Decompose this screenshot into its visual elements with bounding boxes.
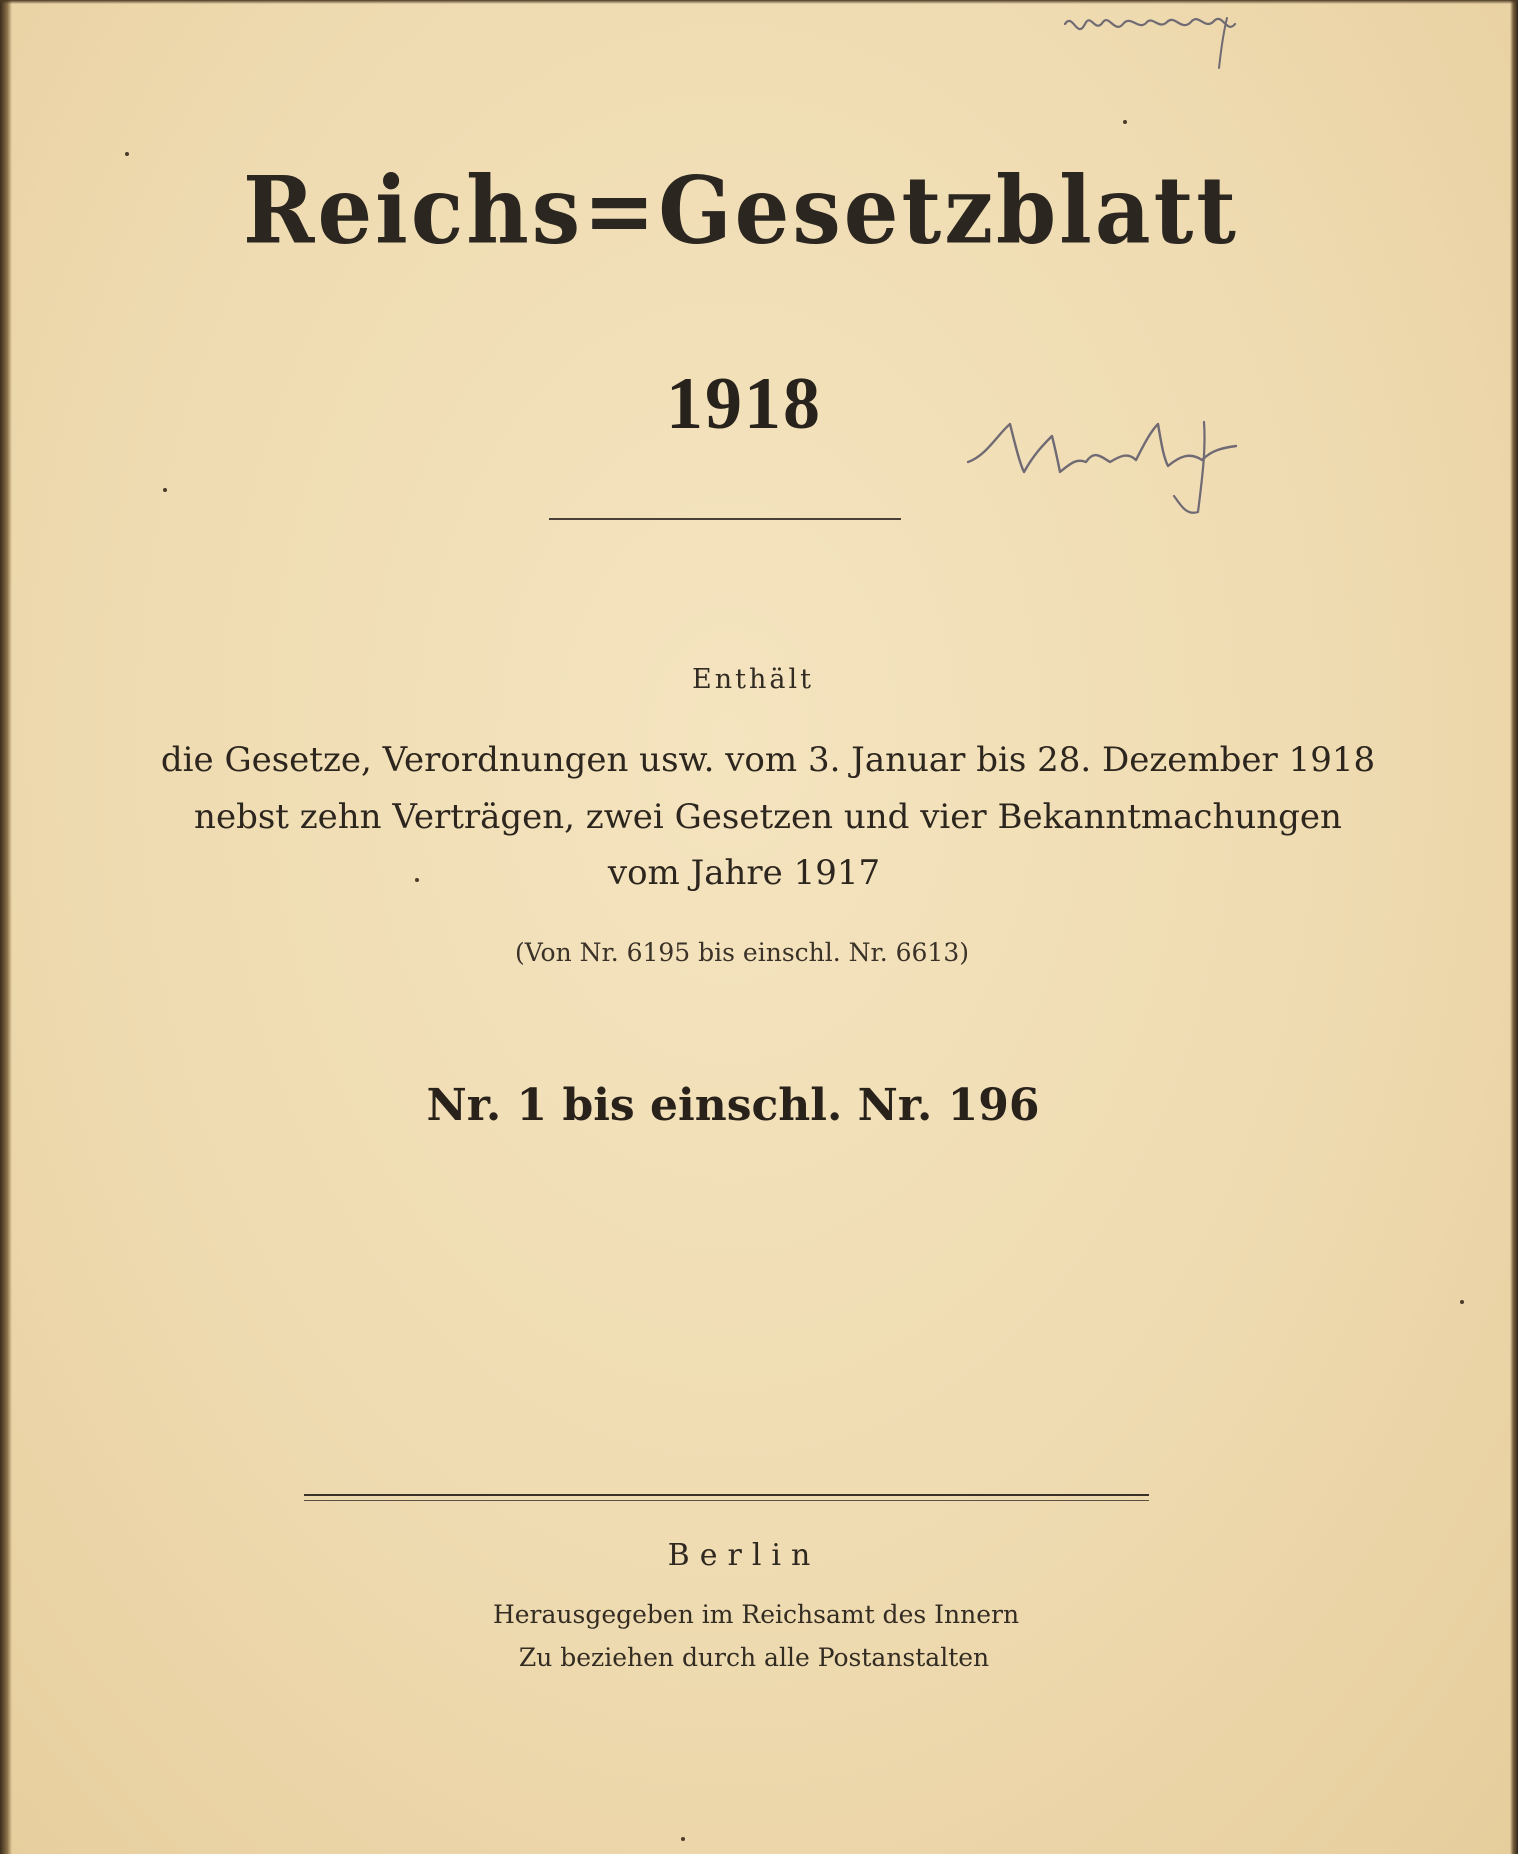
number-range: (Von Nr. 6195 bis einschl. Nr. 6613) bbox=[515, 938, 969, 967]
contains-label: Enthält bbox=[692, 664, 814, 695]
title-divider bbox=[549, 518, 901, 520]
left-binding-edge bbox=[0, 0, 12, 1854]
paper-speck bbox=[1123, 120, 1127, 124]
paper-speck bbox=[1460, 1300, 1464, 1304]
publisher-line: Herausgegeben im Reichsamt des Innern bbox=[492, 1600, 1020, 1629]
handwritten-signature-top bbox=[1055, 4, 1295, 84]
paper-speck bbox=[163, 488, 167, 492]
publication-year: 1918 bbox=[666, 363, 822, 445]
paper-speck bbox=[415, 878, 419, 882]
issue-range: Nr. 1 bis einschl. Nr. 196 bbox=[426, 1080, 1040, 1131]
imprint-divider bbox=[304, 1494, 1149, 1496]
publication-city: Berlin bbox=[667, 1538, 821, 1573]
paper-speck bbox=[681, 1837, 685, 1841]
publication-title: Reichs=Gesetzblatt bbox=[242, 155, 1240, 266]
imprint-divider-thin bbox=[304, 1500, 1149, 1501]
distribution-line: Zu beziehen durch alle Postanstalten bbox=[518, 1643, 990, 1672]
paper-speck bbox=[125, 152, 129, 156]
contents-line-1: die Gesetze, Verordnungen usw. vom 3. Januar bis 28. Dezember 1918 bbox=[160, 740, 1376, 780]
contents-line-3: vom Jahre 1917 bbox=[607, 853, 881, 893]
contents-line-2: nebst zehn Verträgen, zwei Gesetzen und vier Bekanntmachungen bbox=[194, 797, 1342, 837]
right-binding-edge bbox=[1510, 0, 1518, 1854]
